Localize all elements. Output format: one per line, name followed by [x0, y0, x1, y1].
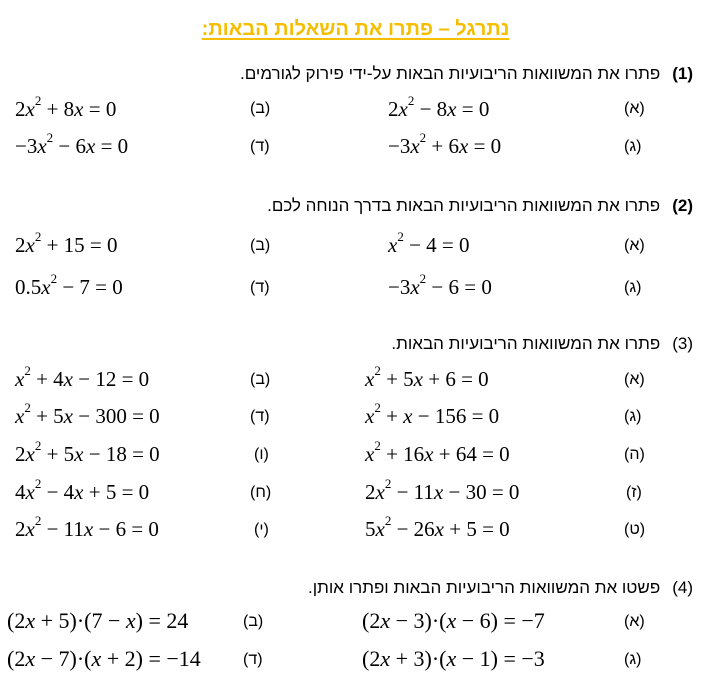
equation: $x^2 - 4 = 0$ — [388, 229, 470, 257]
equation: (2x + 3)·(x − 1) = −3 — [362, 646, 545, 671]
item-label: (א) — [624, 237, 645, 254]
equation: $x^2 + 5x + 6 = 0$ — [365, 363, 489, 391]
equation: $2x^2 - 11x - 30 = 0$ — [365, 476, 520, 504]
equation: $2x^2 - 8x = 0$ — [388, 93, 490, 121]
item-label: (ד) — [243, 651, 263, 668]
question-1-header — [240, 64, 693, 84]
question-number: (2) — [672, 196, 693, 215]
item-label: (ח) — [250, 484, 272, 501]
item-label: (ז) — [626, 484, 642, 501]
item-label: (ב) — [250, 237, 271, 254]
question-number: (3) — [672, 334, 693, 353]
item-label: (ב) — [250, 100, 271, 117]
equation: $x^2 + 5x - 300 = 0$ — [15, 400, 160, 428]
equation: $x^2 + 4x - 12 = 0$ — [15, 363, 150, 391]
item-label: (ד) — [250, 279, 270, 296]
question-number: (1) — [672, 64, 693, 83]
equation: $2x^2 + 5x - 18 = 0$ — [15, 438, 160, 466]
equation: $-3x^2 - 6 = 0$ — [388, 271, 492, 299]
question-instruction: פתרו את המשוואות הריבועיות הבאות בדרך הנוחה לכם. — [267, 196, 661, 215]
item-label: (ג) — [624, 138, 642, 155]
item-label: (ד) — [250, 138, 270, 155]
item-label: (ג) — [624, 408, 642, 425]
equation: $4x^2 - 4x + 5 = 0$ — [15, 476, 150, 504]
item-label: (ב) — [250, 371, 271, 388]
item-label: (ג) — [624, 279, 642, 296]
question-2-header — [267, 196, 693, 216]
equation: $x^2 + 16x + 64 = 0$ — [365, 438, 510, 466]
item-label: (א) — [624, 100, 645, 117]
item-label: (ה) — [624, 446, 645, 463]
item-label: (א) — [624, 371, 645, 388]
item-label: (ו) — [254, 446, 269, 463]
equation: $5x^2 - 26x + 5 = 0$ — [365, 513, 510, 541]
question-instruction: פתרו את המשוואות הריבועיות הבאות. — [391, 334, 661, 353]
equation: $2x^2 + 15 = 0$ — [15, 229, 118, 257]
equation: $2x^2 + 8x = 0$ — [15, 93, 117, 121]
item-label: (א) — [624, 613, 645, 630]
item-label: (ט) — [624, 521, 646, 538]
equation: $-3x^2 + 6x = 0$ — [388, 130, 502, 158]
equation: $2x^2 - 11x - 6 = 0$ — [15, 513, 159, 541]
equation: $x^2 + x - 156 = 0$ — [365, 400, 500, 428]
item-label: (ד) — [250, 408, 270, 425]
question-4-header — [308, 578, 693, 598]
question-3-header — [391, 334, 693, 354]
question-instruction: פתרו את המשוואות הריבועיות הבאות על-ידי פירוק לגורמים. — [239, 64, 661, 83]
equation: (2x − 3)·(x − 6) = −7 — [362, 608, 545, 633]
page-title: נתרגל – פתרו את השאלות הבאות: — [201, 18, 510, 40]
item-label: (ג) — [624, 651, 642, 668]
equation: (2x − 7)·(x + 2) = −14 — [7, 646, 201, 671]
equation: (2x + 5)·(7 − x) = 24 — [7, 608, 189, 633]
question-instruction: פשטו את המשוואות הריבועיות הבאות ופתרו אותן. — [308, 578, 661, 597]
equation: $-3x^2 - 6x = 0$ — [15, 130, 129, 158]
question-number: (4) — [672, 578, 693, 597]
item-label: (י) — [254, 521, 269, 538]
equation: $0.5x^2 - 7 = 0$ — [15, 271, 123, 299]
item-label: (ב) — [243, 613, 264, 630]
